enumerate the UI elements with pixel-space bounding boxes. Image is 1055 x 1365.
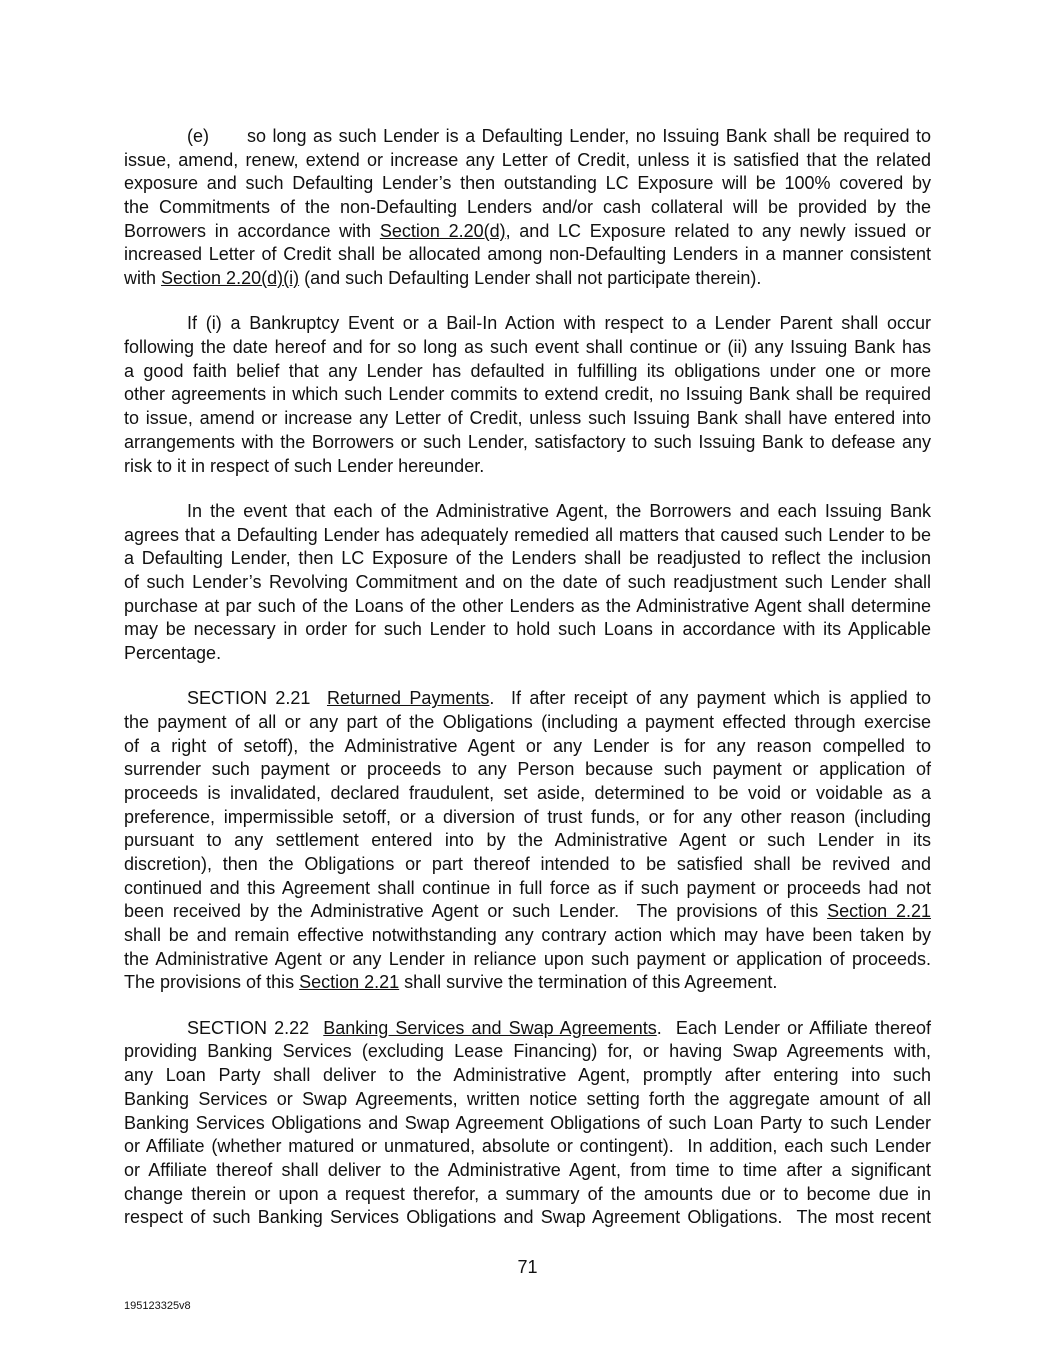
text-line <box>124 758 931 782</box>
text-segment: with <box>124 268 162 289</box>
line-text: the Commitments of the non-Defaulting Lenders and/or cash collateral will be provided by the <box>124 197 931 218</box>
text-line <box>124 336 931 360</box>
document-body <box>124 125 931 1252</box>
text-line <box>124 407 931 431</box>
text-line <box>124 735 931 759</box>
text-line <box>124 360 931 384</box>
line-text: risk to it in respect of such Lender hereunder. <box>124 455 485 476</box>
text-line <box>124 1159 931 1183</box>
text-line <box>124 1112 931 1136</box>
text-line <box>124 243 931 267</box>
line-text: purchase at par such of the Loans of the other Lenders as the Administrative Agent shall determine <box>124 595 931 616</box>
text-line <box>124 172 931 196</box>
text-segment: shall survive the termination of this Agreement. <box>399 972 778 993</box>
paragraph <box>124 125 931 291</box>
paragraph <box>124 312 931 478</box>
line-text: arrangements with the Borrowers or such Lender, satisfactory to such Issuing Bank to defease any <box>124 431 931 452</box>
paragraph <box>124 1017 931 1230</box>
text-line <box>124 524 931 548</box>
text-segment: , and LC Exposure related to any newly issued or <box>505 220 931 241</box>
line-text: Percentage. <box>124 642 222 663</box>
line-text: increased Letter of Credit shall be allocated among non-Defaulting Lenders in a manner consistent <box>124 244 931 265</box>
text-line <box>124 571 931 595</box>
line-text: of such Lender’s Revolving Commitment and on the date of such readjustment such Lender shall <box>124 571 931 592</box>
text-line <box>124 687 931 711</box>
line-text: providing Banking Services (excluding Lease Financing) for, or having Swap Agreements with, <box>124 1041 931 1062</box>
text-line <box>124 877 931 901</box>
line-text: a Defaulting Lender, then LC Exposure of the Lenders shall be readjusted to reflect the inclusion <box>124 548 931 569</box>
line-text: continued and this Agreement shall continue in full force as if such payment or proceeds had not <box>124 877 931 898</box>
line-text: a good faith belief that any Lender has defaulted in fulfilling its obligations under one or more <box>124 360 931 381</box>
text-line <box>124 595 931 619</box>
line-text: surrender such payment or proceeds to any Person because such payment or application of <box>124 759 931 780</box>
text-line <box>124 900 931 924</box>
line-text: of a right of setoff), the Administrative Agent or any Lender is for any reason compelled to <box>124 735 931 756</box>
text-segment: Borrowers in accordance with <box>124 220 380 241</box>
line-text: exposure and such Defaulting Lender’s then outstanding LC Exposure will be 100% covered by <box>124 173 931 194</box>
text-line <box>124 853 931 877</box>
line-text: In the event that each of the Administrative Agent, the Borrowers and each Issuing Bank <box>187 500 931 521</box>
cross-reference-link: Section 2.20(d) <box>379 220 506 241</box>
line-text <box>187 687 931 711</box>
text-line <box>124 149 931 173</box>
line-text <box>187 1017 931 1041</box>
text-line <box>124 1135 931 1159</box>
text-segment: (and such Defaulting Lender shall not participate therein). <box>299 268 762 289</box>
text-line <box>124 547 931 571</box>
line-text: other agreements in which such Lender commits to extend credit, no Issuing Bank shall be required <box>124 384 931 405</box>
line-text: following the date hereof and for so long as such event shall continue or (ii) any Issuing Bank has <box>124 337 931 358</box>
line-text: If (i) a Bankruptcy Event or a Bail-In Action with respect to a Lender Parent shall occur <box>187 313 931 334</box>
text-segment: SECTION 2.21 <box>187 688 327 709</box>
text-line <box>124 971 931 995</box>
text-line <box>124 782 931 806</box>
text-line <box>124 312 931 336</box>
line-text: respect of such Banking Services Obligations and Swap Agreement Obligations. The most recent <box>124 1207 931 1228</box>
line-text: proceeds is invalidated, declared fraudulent, set aside, determined to be void or voidable as a <box>124 782 931 803</box>
text-line <box>124 829 931 853</box>
text-line <box>124 924 931 948</box>
text-line <box>124 948 931 972</box>
cross-reference-link: Section 2.21 <box>827 901 931 922</box>
text-segment: The provisions of this <box>124 972 300 993</box>
text-line <box>124 500 931 524</box>
line-text: any Loan Party shall deliver to the Administrative Agent, promptly after entering into such <box>124 1065 931 1086</box>
paragraph <box>124 687 931 995</box>
line-text: so long as such Lender is a Defaulting Lender, no Issuing Bank shall be required to <box>247 126 931 146</box>
line-text: may be necessary in order for such Lender to hold such Loans in accordance with its Applicable <box>124 619 931 640</box>
text-line <box>124 196 931 220</box>
text-line <box>124 383 931 407</box>
line-text: to issue, amend or increase any Letter of Credit, unless such Issuing Bank shall have entered into <box>124 408 931 429</box>
text-segment: SECTION 2.22 <box>187 1017 324 1038</box>
line-text: the Administrative Agent or any Lender in reliance upon such payment or application of proceeds. <box>124 948 931 969</box>
line-text: or Affiliate thereof shall deliver to the Administrative Agent, from time to time after a significant <box>124 1159 931 1180</box>
line-text <box>124 971 777 995</box>
line-text: discretion), then the Obligations or part thereof intended to be satisfied shall be revived and <box>124 854 931 875</box>
text-line <box>124 806 931 830</box>
text-line <box>124 455 931 479</box>
text-line <box>124 711 931 735</box>
text-line <box>124 267 931 291</box>
line-text <box>124 267 761 291</box>
line-text: Banking Services Obligations and Swap Agreement Obligations of such Loan Party to such Lender <box>124 1112 931 1133</box>
line-text <box>124 220 931 244</box>
line-text: pursuant to any settlement entered into by the Administrative Agent or such Lender in its <box>124 830 931 851</box>
document-id: 195123325v8 <box>124 1300 191 1312</box>
line-text: preference, impermissible setoff, or a diversion of trust funds, or for any other reason (including <box>124 806 931 827</box>
text-line <box>124 618 931 642</box>
text-line <box>124 1183 931 1207</box>
text-line <box>124 431 931 455</box>
cross-reference-link: Returned Payments <box>326 688 490 709</box>
line-text: issue, amend, renew, extend or increase any Letter of Credit, unless it is satisfied that the related <box>124 149 931 170</box>
text-line <box>124 1040 931 1064</box>
line-text: change therein or upon a request therefor, a summary of the amounts due or to become due in <box>124 1183 931 1204</box>
text-line <box>124 1088 931 1112</box>
text-segment: been received by the Administrative Agent or such Lender. The provisions of this <box>124 901 828 922</box>
text-line <box>124 1064 931 1088</box>
page-number: 71 <box>517 1257 538 1277</box>
line-text: agrees that a Defaulting Lender has adequately remedied all matters that caused such Lender to be <box>124 524 931 545</box>
cross-reference-link: Banking Services and Swap Agreements <box>323 1017 657 1038</box>
text-line <box>124 220 931 244</box>
paragraph <box>124 500 931 666</box>
text-line <box>124 1017 931 1041</box>
text-line <box>124 125 931 149</box>
paragraph-label: (e) <box>187 126 209 146</box>
text-segment: . Each Lender or Affiliate thereof <box>656 1017 932 1038</box>
line-text: the payment of all or any part of the Obligations (including a payment effected through exercise <box>124 711 931 732</box>
cross-reference-link: Section 2.20(d)(i) <box>161 268 300 289</box>
line-text: or Affiliate (whether matured or unmatured, absolute or contingent). In addition, each such Lender <box>124 1136 931 1157</box>
line-text <box>124 900 931 924</box>
cross-reference-link: Section 2.21 <box>299 972 400 993</box>
line-text: shall be and remain effective notwithstanding any contrary action which may have been taken by <box>124 925 931 946</box>
text-line <box>124 1206 931 1230</box>
text-segment: . If after receipt of any payment which is applied to <box>489 688 932 709</box>
line-text: Banking Services or Swap Agreements, written notice setting forth the aggregate amount of all <box>124 1088 931 1109</box>
text-line <box>124 642 931 666</box>
